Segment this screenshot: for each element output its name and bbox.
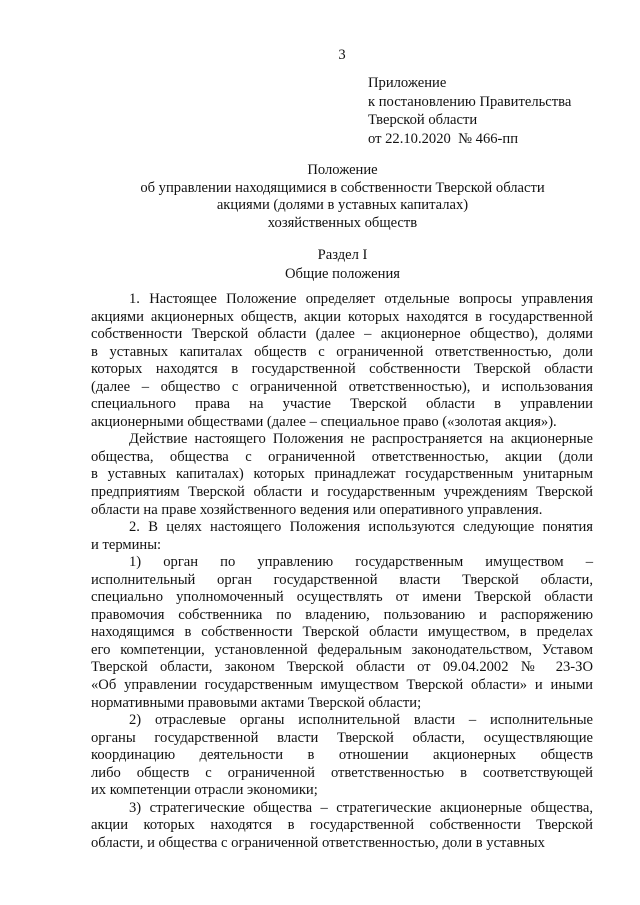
text-line: (далее – общество с ограниченной ответственностью), и использования xyxy=(91,378,593,395)
title-line: об управлении находящимися в собственности Тверской области xyxy=(140,179,545,196)
paragraph-5 xyxy=(91,712,593,800)
text-line: предприятиям Тверской области и государственным учреждениям Тверской xyxy=(91,484,593,501)
text-line: 1. Настоящее Положение определяет отдельные вопросы управления xyxy=(129,291,593,307)
paragraph-2 xyxy=(91,431,593,519)
text-line: 1) орган по управлению государственным имуществом – xyxy=(129,554,593,571)
text-line: либо обществ с ограниченной ответственностью в соответствующей xyxy=(91,764,593,781)
text-line: специально уполномоченный осуществлять от имени Тверской области xyxy=(91,589,593,606)
paragraph-4 xyxy=(91,554,593,712)
text-line: нормативными правовыми актами Тверской области; xyxy=(91,694,422,711)
text-line: общества, общества с ограниченной ответственностью, акции (доли xyxy=(91,448,593,465)
title-line: акциями (долями в уставных капиталах) xyxy=(216,197,469,214)
body-text xyxy=(91,291,593,853)
text-line: органы государственной власти Тверской области, осуществляющие xyxy=(91,729,593,746)
text-line: находящимся в собственности Тверской области имуществом, в пределах xyxy=(91,624,593,641)
approval-line: Приложение xyxy=(368,75,447,91)
section-title: Общие положения xyxy=(285,266,400,282)
text-line: 2) отраслевые органы исполнительной власти – исполнительные xyxy=(129,712,593,729)
text-line: в уставных капиталах) которых принадлежат государственным унитарным xyxy=(91,466,593,483)
text-line: специального права на участие Тверской области в управлении xyxy=(91,396,593,413)
text-line: 2. В целях настоящего Положения используются следующие понятия xyxy=(129,519,593,536)
text-line: правомочия собственника по владению, пользованию и распоряжению xyxy=(91,606,593,623)
text-line: собственности Тверской области (далее – акционерное общество), долями xyxy=(91,326,593,343)
approval-line: Тверской области xyxy=(368,112,478,128)
text-line: их компетенции отрасли экономики; xyxy=(91,782,318,799)
text-line: 3) стратегические общества – стратегические акционерные общества, xyxy=(129,799,593,816)
section-number: Раздел I xyxy=(317,247,368,263)
text-line: области на праве хозяйственного ведения или оперативного управления. xyxy=(91,501,543,518)
text-line: которых находятся в государственной собственности Тверской области xyxy=(91,361,593,378)
text-line: Тверской области, законом Тверской области от 09.04.2002 № 23-ЗО xyxy=(91,659,593,676)
text-line: координацию деятельности в отношении акционерных обществ xyxy=(91,747,593,764)
paragraph-3 xyxy=(91,519,593,554)
text-line: акции которых находятся в государственной собственности Тверской xyxy=(91,817,593,834)
approval-line: к постановлению Правительства xyxy=(368,93,572,110)
text-line: исполнительный орган государственной власти Тверской области, xyxy=(91,571,593,588)
paragraph-1 xyxy=(91,291,593,431)
text-line: области, и общества с ограниченной ответственностью, доли в уставных xyxy=(91,834,545,851)
approval-block xyxy=(368,74,628,148)
text-line: его компетенции, установленной федеральным законодательством, Уставом xyxy=(91,641,593,658)
text-line: акционерными обществами (далее – специальное право («золотая акция»). xyxy=(91,413,557,430)
title-line: хозяйственных обществ xyxy=(267,214,418,231)
document-title xyxy=(90,162,595,232)
title-line: Положение xyxy=(307,162,378,178)
text-line: Действие настоящего Положения не распространяется на акционерные xyxy=(129,431,593,448)
paragraph-6 xyxy=(91,800,593,853)
page-number: 3 xyxy=(338,47,346,63)
text-line: акциями акционерных обществ, акции которых находятся в государственной xyxy=(91,308,593,325)
approval-line: от 22.10.2020 № 466-пп xyxy=(368,130,519,147)
text-line: в уставных капиталах обществ с ограниченной ответственностью, доли xyxy=(91,343,593,360)
text-line: и термины: xyxy=(91,536,162,553)
section-heading xyxy=(90,246,595,284)
text-line: «Об управлении государственным имуществом Тверской области» и иными xyxy=(91,677,593,694)
